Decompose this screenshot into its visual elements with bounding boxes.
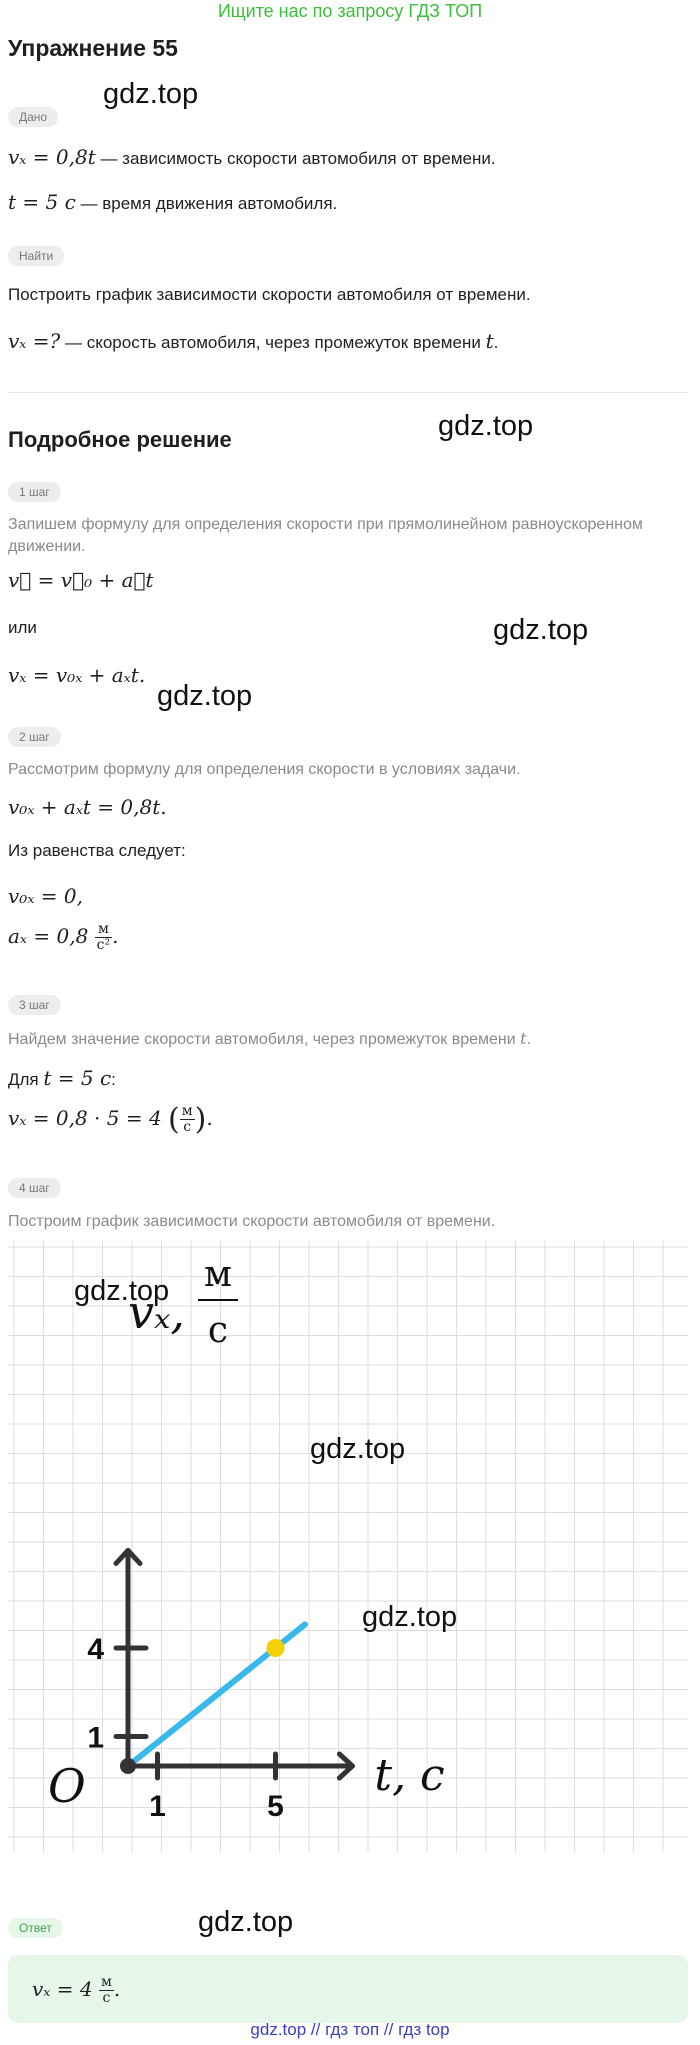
answer-formula-left: vₓ = 4 [32,1977,99,2001]
step-3-label: 3 шаг [8,995,61,1015]
step-3-formula-left: vₓ = 0,8 · 5 = 4 [8,1106,169,1130]
x-tick-label: 5 [267,1790,284,1823]
step-2-formula-3-left: aₓ = 0,8 [8,924,95,948]
find-formula: vₓ =? [8,329,61,353]
divider [8,392,688,393]
given-text-2: — время движения автомобиля. [75,194,338,213]
watermark: gdz.top [438,410,534,442]
find-label: Найти [8,246,64,266]
step-3-desc-text: Найдем значение скорости автомобиля, через промежуток времени [8,1031,521,1048]
y-tick-label: 4 [87,1633,104,1666]
step-2-formula-3 [8,922,118,953]
find-badge [8,246,64,266]
given-formula-1: vₓ = 0,8t [8,145,96,169]
given-formula-2: t = 5 с [8,190,76,214]
unit-den: с [183,1119,192,1135]
step-2-follows: Из равенства следует: [8,841,186,860]
step-2-formula: v₀ₓ + aₓt = 0,8t. [8,795,167,819]
step-1-badge [8,482,61,502]
unit-num: м [95,922,112,938]
origin-label: O [48,1759,86,1813]
y-axis-label: vₓ, [128,1285,185,1339]
step-1-desc: Запишем формулу для определения скорости при прямолинейном равноускоренном движении. [8,516,643,555]
step-1-formula-2: vₓ = v₀ₓ + aₓt. [8,663,146,687]
watermark: gdz.top [157,680,253,712]
watermark: gdz.top [493,614,589,646]
step-4-desc: Построим график зависимости скорости автомобиля от времени. [8,1213,496,1230]
find-line-2 [8,329,498,353]
given-label: Дано [8,107,58,127]
step-3-for [8,1066,116,1090]
watermark: gdz.top [310,1433,406,1465]
footer-links[interactable]: gdz.top // гдз топ // гдз top [250,2020,450,2039]
x-axis-label: t, с [374,1750,445,1801]
find-end: . [493,333,499,352]
step-3-badge [8,995,61,1015]
given-line-2 [8,190,337,214]
watermark: gdz.top [103,78,199,110]
solution-title: Подробное решение [8,427,232,452]
step-2-label: 2 шаг [8,727,61,747]
step-3-for-math: t = 5 с [43,1066,112,1090]
step-2-formula-2: v₀ₓ = 0, [8,884,83,908]
chart-svg [8,1240,688,1852]
step-2-formula-3-end: . [112,924,119,948]
answer-label: Ответ [8,1918,63,1938]
highlight-point [267,1639,285,1657]
unit-num: м [181,1103,193,1119]
find-text: — скорость автомобиля, через промежуток времени [60,333,486,352]
find-var: t [485,329,494,353]
velocity-graph [8,1240,688,1857]
y-axis-unit-num: м [203,1254,233,1295]
paren-close: ) [194,1102,207,1137]
step-2-desc: Рассмотрим формулу для определения скорости в условиях задачи. [8,761,521,778]
unit-fraction [95,922,112,953]
watermark: gdz.top [198,1906,294,1938]
unit-fraction [180,1104,195,1135]
unit-num: м [100,1974,112,1990]
step-3-formula [8,1102,213,1137]
paren-open: ( [168,1102,180,1137]
step-3-desc-end: . [526,1031,532,1048]
watermark: gdz.top [362,1601,458,1633]
y-axis-unit-den: с [207,1310,229,1351]
find-line-1: Построить график зависимости скорости автомобиля от времени. [8,285,531,304]
step-4-badge [8,1178,61,1198]
answer-badge [8,1918,63,1938]
unit-den: с² [96,937,111,953]
step-2-badge [8,727,61,747]
search-banner[interactable]: Ищите нас по запросу ГДЗ ТОП [217,1,483,21]
given-text-1: — зависимость скорости автомобиля от времени. [95,149,496,168]
x-tick-label: 1 [149,1790,166,1823]
step-3-desc-var: t [520,1029,527,1048]
unit-den: с [102,1990,111,2006]
answer-formula-end: . [113,1977,121,2001]
answer-formula [32,1975,120,2006]
step-4-label: 4 шаг [8,1178,61,1198]
step-3-for-end: : [111,1070,116,1089]
y-tick-label: 1 [87,1721,104,1755]
page-title: Упражнение 55 [8,35,178,61]
step-1-or: или [8,618,37,637]
step-3-desc [8,1028,531,1051]
given-line-1 [8,145,496,169]
step-3-for-text: Для [8,1070,44,1089]
given-badge [8,107,58,127]
unit-fraction [99,1975,114,2006]
step-3-formula-end: . [206,1106,213,1130]
step-1-label: 1 шаг [8,482,61,502]
watermark: gdz.top [74,1275,170,1307]
origin-point [120,1758,136,1774]
step-1-formula: v⃗ = v⃗₀ + a⃗t [8,568,154,592]
